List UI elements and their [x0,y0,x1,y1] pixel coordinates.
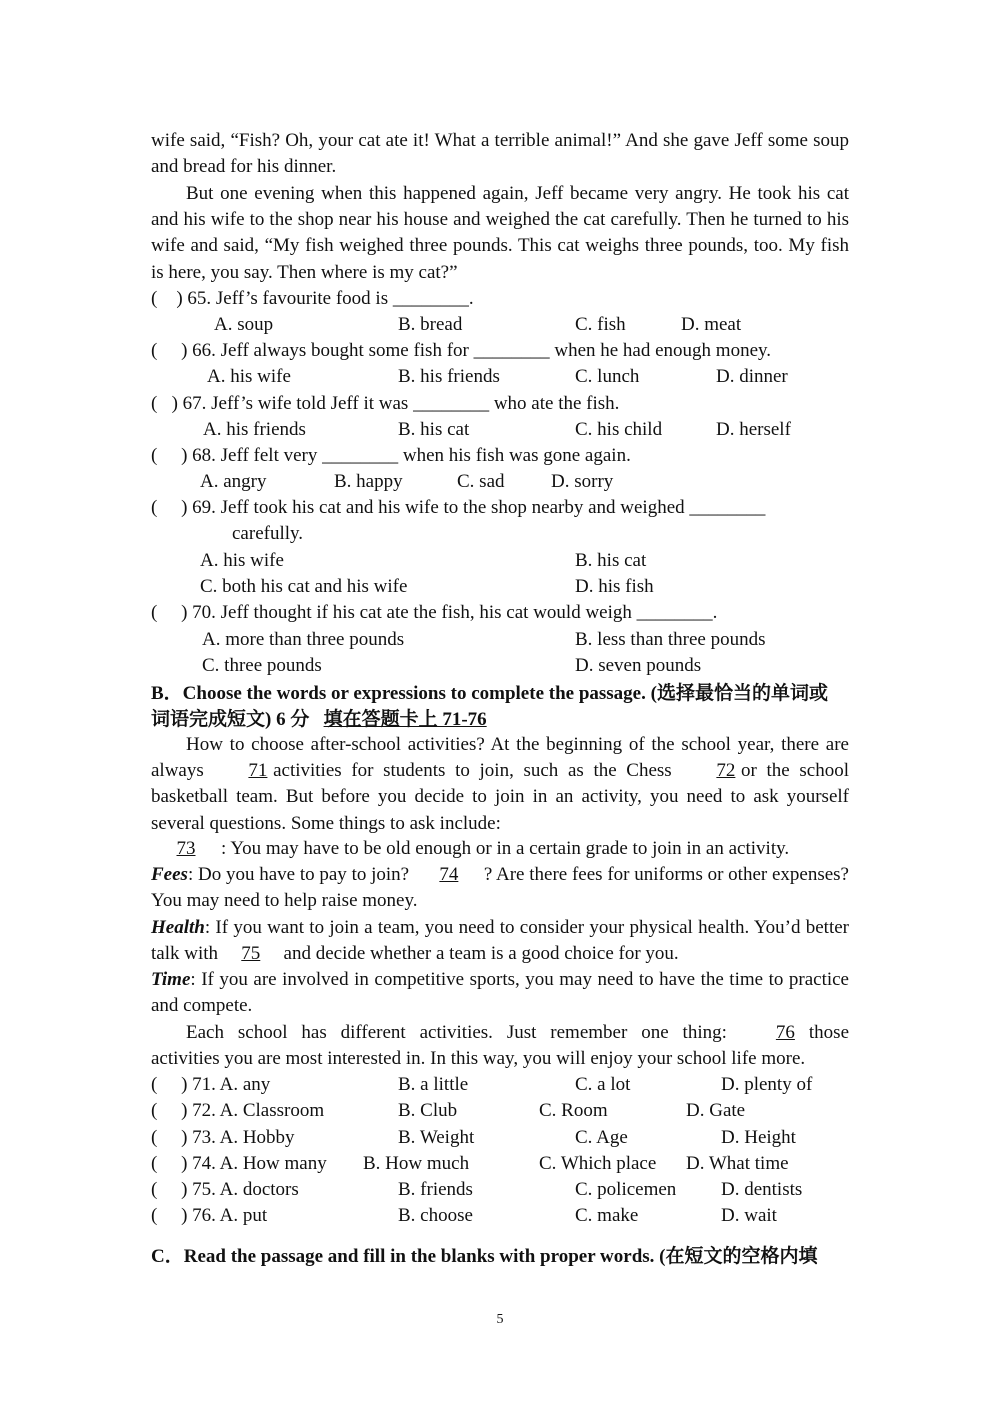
cloze-label-fees: Fees [151,864,188,885]
question-stem: ( ) 68. Jeff felt very ________ when his fish was gone again. [151,445,631,466]
question-option: C. his child [575,419,663,440]
cloze-paragraph [151,836,849,862]
cloze-question: ( ) 76. A. put [151,1205,268,1226]
question-option: D. herself [716,419,791,440]
question-stem: ( ) 66. Jeff always bought some fish for ________ when he had enough money. [151,340,772,361]
question-option: D. seven pounds [575,655,702,676]
question-option: A. more than three pounds [202,629,405,650]
question-option: D. meat [681,314,742,335]
cloze-blank: 76 [775,1022,795,1043]
cloze-label-health: Health [151,917,205,938]
cloze-paragraph [151,915,849,967]
question-option: C. lunch [575,366,640,387]
section-c-heading: C．Read the passage and fill in the blanks with proper words. (在短文的空格内填 [151,1246,818,1267]
passage-paragraph: But one evening when this happened again, Jeff became very angry. He took his cat and his wife to the shop near his house and weighed the cat carefully. Then he turned to his wife and said, “My fish weighed three pounds. This cat weighs three pounds, too. My fish is here, you say. Then where is my cat?” [151,183,849,283]
question-option: B. happy [334,471,403,492]
cloze-text: : Do you have to pay to join? [187,864,414,885]
question-option: B. a little [398,1074,469,1095]
cloze-blank: 72 [716,760,736,782]
section-b-heading: B．Choose the words or expressions to complete the passage. (选择最恰当的单词或 [151,683,828,704]
cloze-text: : If you want to join a team, you need to consider your physical health. You’d better talk with [151,917,849,965]
cloze-text: and decide whether a team is a good choice for you. [278,943,679,965]
cloze-blank: 71 [248,760,268,782]
cloze-blank: 73 [176,838,196,859]
cloze-paragraph [151,1020,849,1072]
cloze-text: ? Are there fees for uniforms or other expenses? You may need to help raise money. [151,864,849,912]
question-option: B. bread [398,314,463,335]
question-stem-continued: carefully. [232,523,304,544]
question-option: A. angry [200,471,267,492]
cloze-text: : If you are involved in competitive sports, you may need to have the time to practice and compete. [151,969,849,1017]
question-option: A. soup [214,314,274,335]
question-option: B. friends [398,1179,473,1200]
question-option: D. Gate [686,1100,746,1121]
question-option: D. plenty of [721,1074,813,1095]
question-stem: ( ) 67. Jeff’s wife told Jeff it was ________ who ate the fish. [151,393,620,414]
question-stem: ( ) 69. Jeff took his cat and his wife to the shop nearby and weighed ________ [151,497,766,518]
question-option: B. his friends [398,366,500,387]
cloze-question: ( ) 71. A. any [151,1074,271,1095]
question-option: D. sorry [551,471,614,492]
section-b-heading-score: 词语完成短文) 6 分 [151,709,324,730]
question-option: C. policemen [575,1179,677,1200]
question-option: D. Height [721,1127,796,1148]
cloze-paragraph [151,732,849,837]
question-option: D. dinner [716,366,788,387]
question-option: C. fish [575,314,626,335]
question-option: C. sad [457,471,505,492]
question-stem: ( ) 70. Jeff thought if his cat ate the fish, his cat would weigh ________. [151,602,718,623]
cloze-text: How to choose after-school activities? At the beginning of the school year, there are always [151,734,849,782]
question-option: B. less than three pounds [575,629,766,650]
question-option: A. his wife [200,550,284,571]
question-option: D. dentists [721,1179,803,1200]
question-stem: ( ) 65. Jeff’s favourite food is ________. [151,288,474,309]
question-option: A. his friends [203,419,306,440]
question-option: C. a lot [575,1074,631,1095]
question-option: C. Room [539,1100,608,1121]
question-option: C. both his cat and his wife [200,576,408,597]
question-option: B. Weight [398,1127,475,1148]
cloze-paragraph [151,967,849,1019]
question-option: C. make [575,1205,639,1226]
question-option: B. Club [398,1100,458,1121]
question-option: B. his cat [575,550,647,571]
cloze-text: or the school basketball team. But before you decide to join in an activity, you need to ask yourself several questions. Some things to ask include: [151,760,849,834]
cloze-question: ( ) 75. A. doctors [151,1179,299,1200]
question-option: D. What time [686,1153,789,1174]
cloze-text: those activities you are most interested in. In this way, you will enjoy your school life more. [151,1022,849,1070]
cloze-text: Each school has different activities. Just remember one thing: [186,1022,727,1043]
section-b-heading-continued [151,707,487,733]
question-option: D. wait [721,1205,777,1226]
question-option: C. Which place [539,1153,657,1174]
cloze-question: ( ) 74. A. How many [151,1153,327,1174]
cloze-paragraph [151,862,849,914]
question-option: B. his cat [398,419,470,440]
question-option: C. three pounds [202,655,322,676]
question-option: B. How much [363,1153,470,1174]
page-number: 5 [496,1312,504,1327]
cloze-question: ( ) 72. A. Classroom [151,1100,325,1121]
cloze-question: ( ) 73. A. Hobby [151,1127,295,1148]
cloze-label-time: Time [151,969,191,990]
cloze-text: : You may have to be old enough or in a certain grade to join in an activity. [221,838,790,859]
cloze-text: activities for students to join, such as the Chess [263,760,682,782]
question-option: A. his wife [207,366,291,387]
cloze-blank: 75 [241,943,261,965]
question-option: C. Age [575,1127,628,1148]
cloze-blank: 74 [439,864,459,885]
question-option: D. his fish [575,576,654,597]
question-option: B. choose [398,1205,473,1226]
section-b-heading-instruction: 填在答题卡上 71-76 [323,709,487,730]
passage-paragraph: wife said, “Fish? Oh, your cat ate it! What a terrible animal!” And she gave Jeff some soup and bread for his dinner. [151,130,849,178]
